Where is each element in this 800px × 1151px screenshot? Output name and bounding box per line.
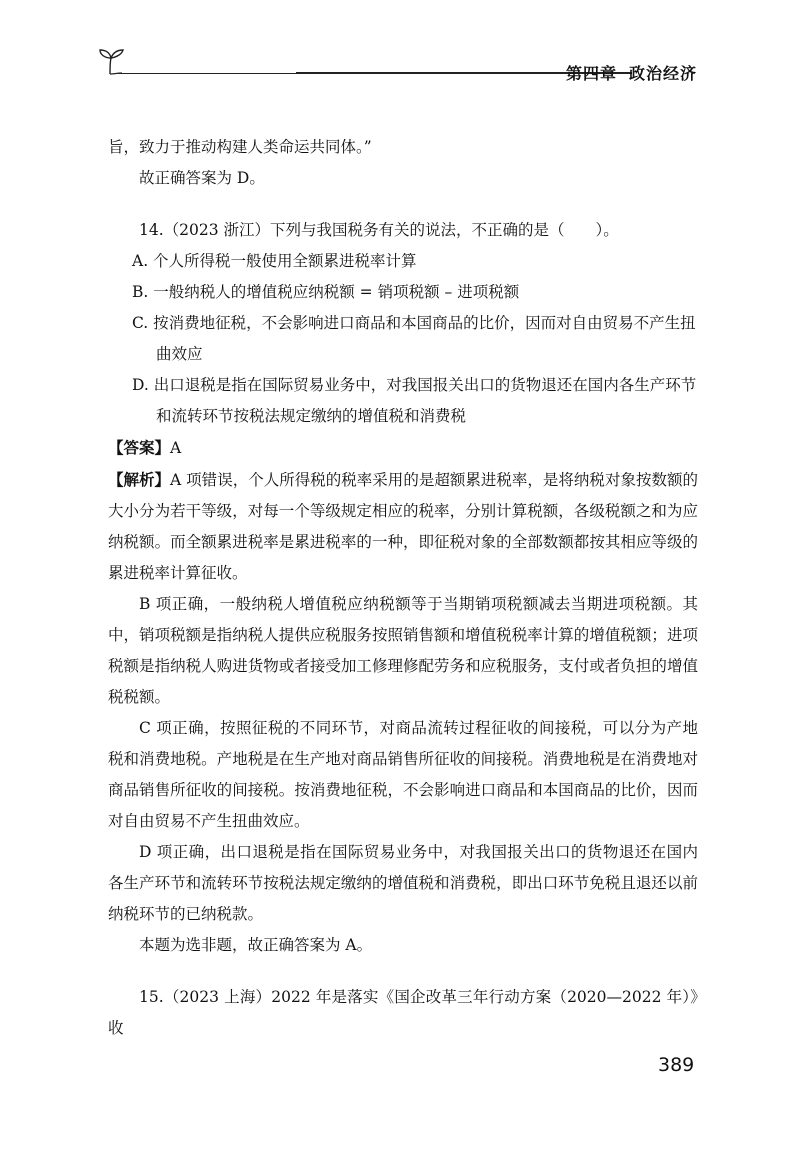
- question-14-options: [108, 246, 698, 432]
- answer-line: [108, 432, 698, 464]
- chapter-title: 政治经济: [629, 64, 698, 83]
- analysis-conclusion: 本题为选非题，故正确答案为 A。: [139, 936, 373, 954]
- analysis-text-a: A 项错误，个人所得税的税率采用的是超额累进税率，是将纳税对象按数额的大小分为若干等级，对每一个等级规定相应的税率，分别计算税额，各级税额之和为应纳税额。而全额累进税率是累进税率的一种，即征税对象的全部数额都按其相应等级的累进税率计算征收。: [108, 471, 698, 582]
- page-number: 389: [658, 1054, 695, 1076]
- answer-label: 【答案】: [108, 438, 171, 457]
- chapter-label: 第四章: [566, 64, 618, 83]
- page-body: [108, 132, 698, 1044]
- answer-value: A: [170, 439, 182, 457]
- question-14-stem: 14.（2023 浙江）下列与我国税务有关的说法，不正确的是（ ）。: [139, 221, 619, 239]
- analysis-para-c: C 项正确，按照征税的不同环节，对商品流转过程征收的间接税，可以分为产地税和消费地税。产地税是在生产地对商品销售所征收的间接税。消费地税是在消费地对商品销售所征收的间接税。按消费地征税，不会影响进口商品和本国商品的比价，因而对自由贸易不产生扭曲效应。: [108, 719, 698, 830]
- option-b: B. 一般纳税人的增值税应纳税额 = 销项税额 – 进项税额: [132, 283, 520, 301]
- option-a: A. 个人所得税一般使用全额累进税率计算: [132, 252, 417, 270]
- analysis-para-d: D 项正确，出口退税是指在国际贸易业务中，对我国报关出口的货物退还在国内各生产环节和流转环节按税法规定缴纳的增值税和消费税，即出口环节免税且退还以前纳税环节的已纳税款。: [108, 843, 698, 923]
- question-15-stem: 15.（2023 上海）2022 年是落实《国企改革三年行动方案（2020—2022 年）》收: [108, 988, 698, 1037]
- chapter-heading: [566, 61, 697, 84]
- page-header: [96, 46, 702, 82]
- carryover-line: 旨，致力于推动构建人类命运共同体。”: [108, 138, 372, 156]
- analysis-label: 【解析】: [108, 470, 171, 489]
- analysis-para-b: B 项正确，一般纳税人增值税应纳税额等于当期销项税额减去当期进项税额。其中，销项税额是指纳税人提供应税服务按照销售额和增值税税率计算的增值税额；进项税额是指纳税人购进货物或者接受加工修理修配劳务和应税服务，支付或者负担的增值税税额。: [108, 595, 698, 706]
- carryover-answer: 故正确答案为 D。: [139, 169, 265, 187]
- option-d: D. 出口退税是指在国际贸易业务中，对我国报关出口的货物退还在国内各生产环节和流转环节按税法规定缴纳的增值税和消费税: [132, 376, 697, 425]
- option-c: C. 按消费地征税，不会影响进口商品和本国商品的比价，因而对自由贸易不产生扭曲效应: [132, 314, 696, 363]
- analysis-para-a: [108, 464, 698, 589]
